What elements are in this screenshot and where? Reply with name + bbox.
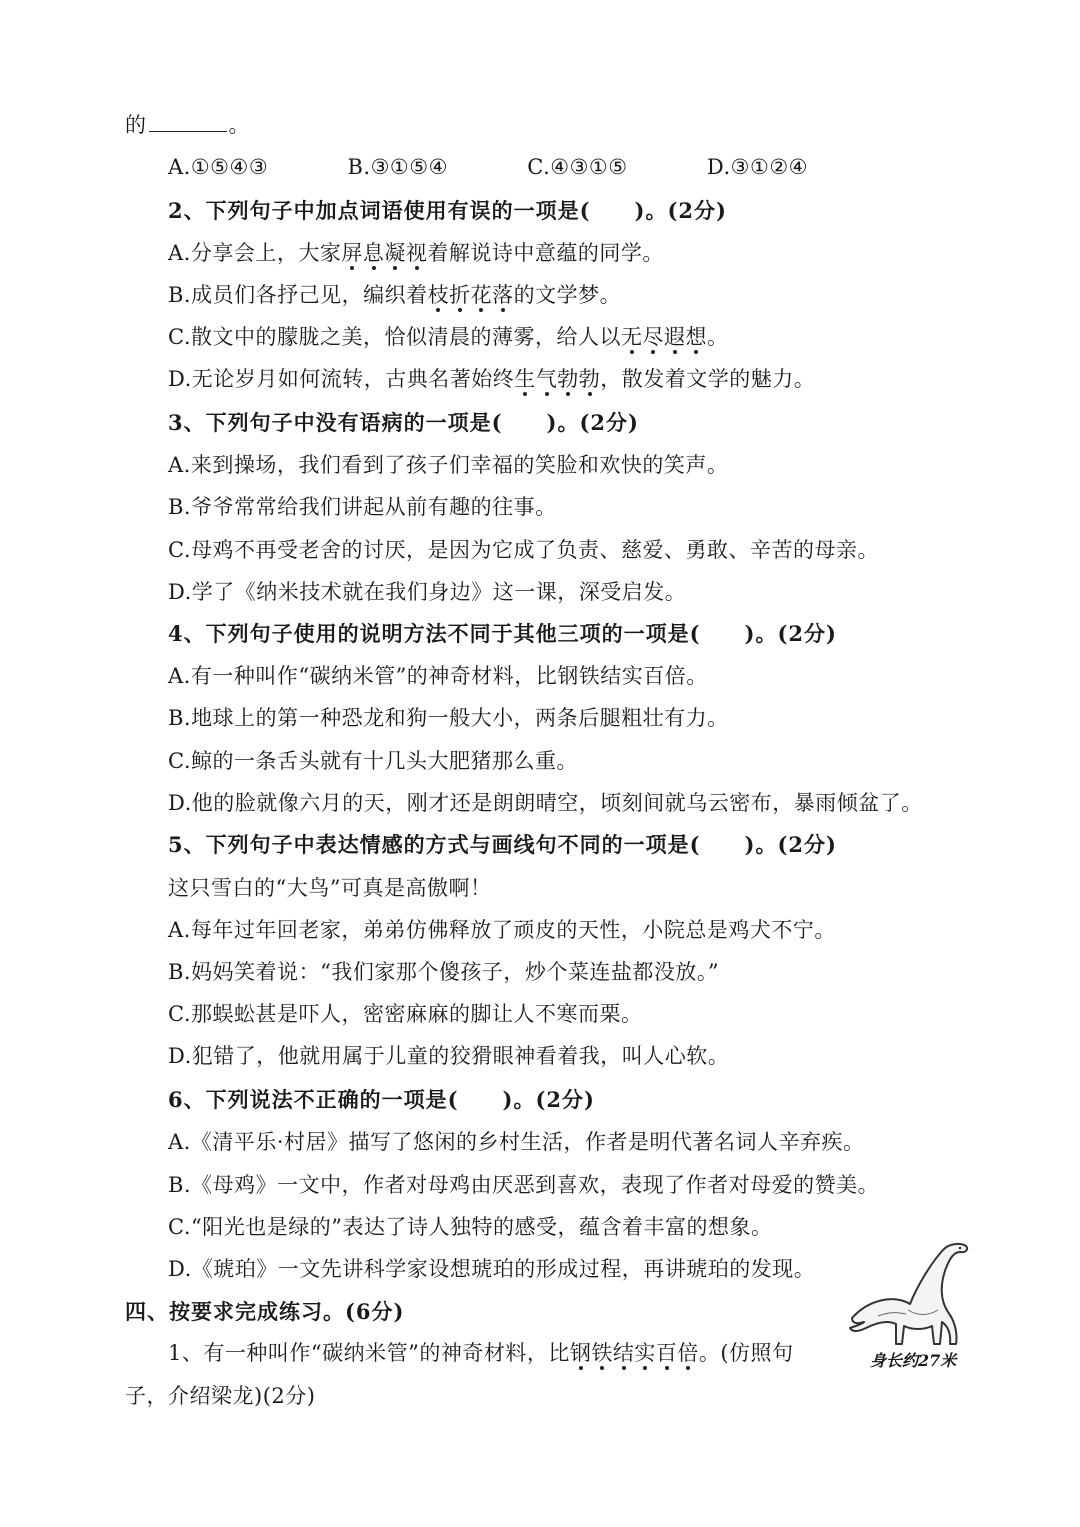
q5-option-d[interactable]: D.犯错了，他就用属于儿童的狡猾眼神看着我，叫人心软。 [168, 1044, 730, 1068]
q3-option-c[interactable]: C.母鸡不再受老舍的讨厌，是因为它成了负责、慈爱、勇敢、辛苦的母亲。 [168, 538, 879, 562]
q2-stem: 2、下列句子中加点词语使用有误的一项是( )。(2分) [168, 198, 727, 223]
q5-reference-sentence: 这只雪白的“大鸟”可真是高傲啊！ [168, 876, 492, 900]
q5-stem: 5、下列句子中表达情感的方式与画线句不同的一项是( )。(2分) [168, 832, 837, 857]
q1-options [168, 152, 808, 182]
q4-option-b[interactable]: B.地球上的第一种恐龙和狗一般大小，两条后腿粗壮有力。 [168, 706, 729, 730]
section-4-title: 四、按要求完成练习。(6分) [125, 1299, 405, 1324]
q4-stem: 4、下列句子使用的说明方法不同于其他三项的一项是( )。(2分) [168, 621, 837, 646]
q6-option-a[interactable]: A.《清平乐·村居》描写了悠闲的乡村生活，作者是明代著名词人辛弃疾。 [168, 1130, 865, 1154]
q3-stem: 3、下列句子中没有语病的一项是( )。(2分) [168, 410, 639, 435]
answer-blank[interactable] [149, 111, 227, 132]
section-4-item-1: 1、有一种叫作“碳纳米管”的神奇材料，比钢铁结实百倍。(仿照句 [168, 1341, 794, 1365]
q6-option-d[interactable]: D.《琥珀》一文先讲科学家设想琥珀的形成过程，再讲琥珀的发现。 [168, 1257, 816, 1281]
q4-option-c[interactable]: C.鲸的一条舌头就有十几头大肥猪那么重。 [168, 749, 578, 773]
q1-option-c[interactable]: C.④③①⑤ [527, 155, 628, 179]
q2-option-d[interactable]: D.无论岁月如何流转，古典名著始终生气勃勃，散发着文学的魅力。 [168, 367, 816, 391]
q3-option-d[interactable]: D.学了《纳米技术就在我们身边》这一课，深受启发。 [168, 580, 687, 604]
q3-option-b[interactable]: B.爷爷常常给我们讲起从前有趣的往事。 [168, 495, 557, 519]
q5-option-a[interactable]: A.每年过年回老家，弟弟仿佛释放了顽皮的天性，小院总是鸡犬不宁。 [168, 918, 836, 942]
q6-stem: 6、下列说法不正确的一项是( )。(2分) [168, 1087, 595, 1112]
q2-option-a[interactable]: A.分享会上，大家屏息凝视着解说诗中意蕴的同学。 [168, 241, 664, 265]
q4-option-a[interactable]: A.有一种叫作“碳纳米管”的神奇材料，比钢铁结实百倍。 [168, 664, 708, 688]
q1-option-b[interactable]: B.③①⑤④ [347, 155, 448, 179]
q1-option-d[interactable]: D.③①②④ [706, 155, 808, 179]
brachiosaurus-illustration [848, 1240, 978, 1360]
q5-option-c[interactable]: C.那蜈蚣甚是吓人，密密麻麻的脚让人不寒而栗。 [168, 1002, 643, 1026]
q3-option-a[interactable]: A.来到操场，我们看到了孩子们幸福的笑脸和欢快的笑声。 [168, 453, 729, 477]
section-4-item-1-cont: 子，介绍梁龙)(2分) [125, 1384, 316, 1408]
q1-option-a[interactable]: A.①⑤④③ [168, 155, 269, 179]
q6-option-c[interactable]: C.“阳光也是绿的”表达了诗人独特的感受，蕴含着丰富的想象。 [168, 1215, 773, 1239]
q5-option-b[interactable]: B.妈妈笑着说：“我们家那个傻孩子，炒个菜连盐都没放。” [168, 960, 720, 984]
q2-option-c[interactable]: C.散文中的朦胧之美，恰似清晨的薄雾，给人以无尽遐想。 [168, 325, 729, 349]
dinosaur-length-caption: 身长约27米 [870, 1351, 957, 1370]
q4-option-d[interactable]: D.他的脸就像六月的天，刚才还是朗朗晴空，顷刻间就乌云密布，暴雨倾盆了。 [168, 791, 923, 815]
q6-option-b[interactable]: B.《母鸡》一文中，作者对母鸡由厌恶到喜欢，表现了作者对母爱的赞美。 [168, 1173, 880, 1197]
q1-tail: 的 。 [125, 113, 250, 137]
q2-option-b[interactable]: B.成员们各抒己见，编织着枝折花落的文学梦。 [168, 283, 622, 307]
